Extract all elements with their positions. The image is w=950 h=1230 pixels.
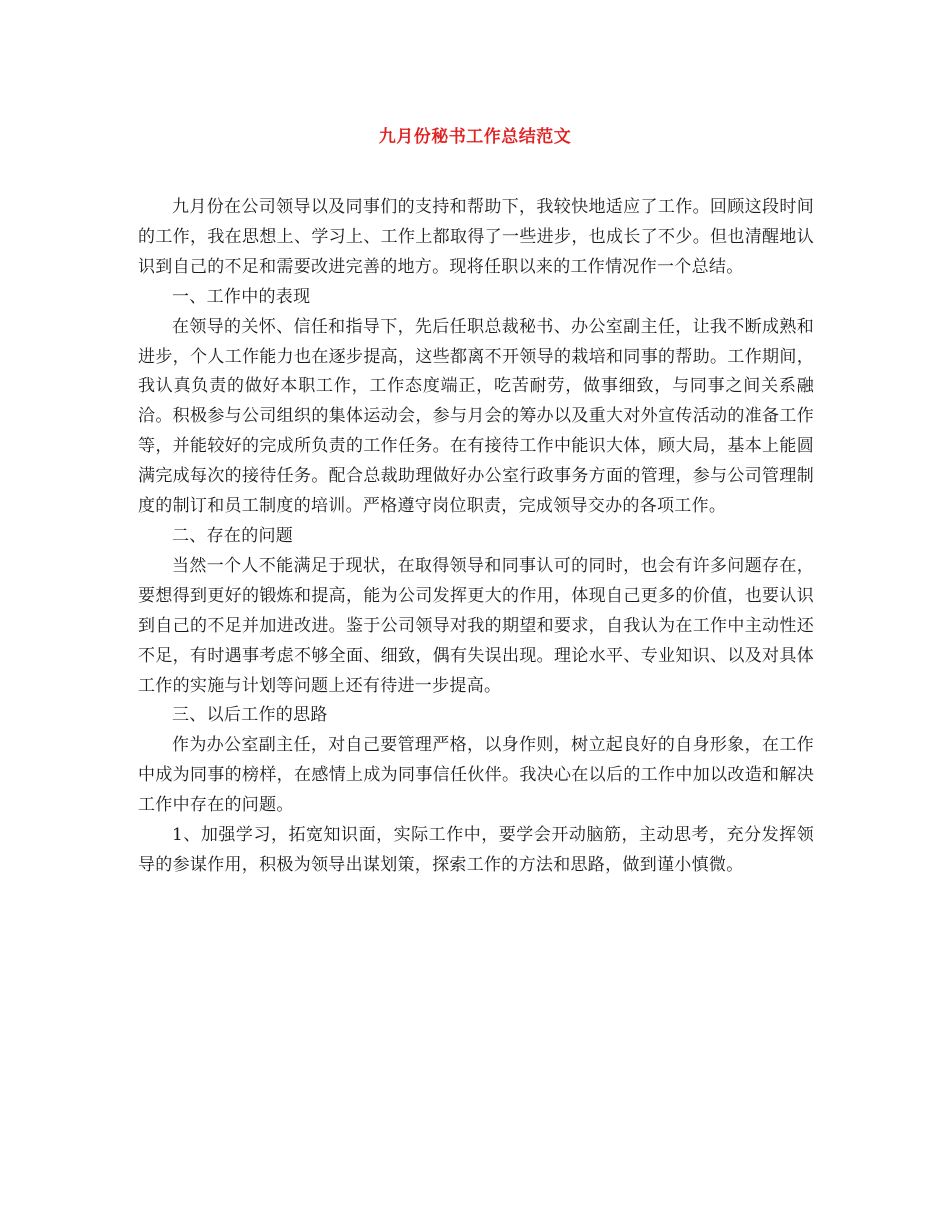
paragraph-plan-item-1: 1、加强学习，拓宽知识面，实际工作中，要学会开动脑筋，主动思考，充分发挥领导的参谋作用，积极为领导出谋划策，探索工作的方法和思路，做到谨小慎微。	[138, 825, 814, 875]
section-heading-problems: 二、存在的问题	[172, 525, 294, 546]
document-body	[138, 193, 814, 881]
paragraph-performance: 在领导的关怀、信任和指导下，先后任职总裁秘书、办公室副主任，让我不断成熟和进步，个人工作能力也在逐步提高，这些都离不开领导的栽培和同事的帮助。工作期间，我认真负责的做好本职工作，工作态度端正，吃苦耐劳，做事细致，与同事之间关系融洽。积极参与公司组织的集体运动会，参与月会的筹办以及重大对外宣传活动的准备工作等，并能较好的完成所负责的工作任务。在有接待工作中能识大体，顾大局，基本上能圆满完成每次的接待任务。配合总裁助理做好办公室行政事务方面的管理，参与公司管理制度的制订和员工制度的培训。严格遵守岗位职责，完成领导交办的各项工作。	[138, 316, 814, 517]
section-heading-performance: 一、工作中的表现	[172, 286, 311, 307]
document-title: 九月份秘书工作总结范文	[378, 127, 572, 147]
section-heading-future: 三、以后工作的思路	[172, 705, 328, 726]
paragraph-intro: 九月份在公司领导以及同事们的支持和帮助下，我较快地适应了工作。回顾这段时间的工作，我在思想上、学习上、工作上都取得了一些进步，也成长了不少。但也清醒地认识到自己的不足和需要改进完善的地方。现将任职以来的工作情况作一个总结。	[138, 197, 814, 277]
paragraph-problems: 当然一个人不能满足于现状，在取得领导和同事认可的同时，也会有许多问题存在，要想得到更好的锻炼和提高，能为公司发挥更大的作用，体现自己更多的价值，也要认识到自己的不足并加进改进。鉴于公司领导对我的期望和要求，自我认为在工作中主动性还不足，有时遇事考虑不够全面、细致，偶有失误出现。理论水平、专业知识、以及对具体工作的实施与计划等问题上还有待进一步提高。	[138, 555, 814, 696]
paragraph-future: 作为办公室副主任，对自己要管理严格，以身作则，树立起良好的自身形象，在工作中成为同事的榜样，在感情上成为同事信任伙伴。我决心在以后的工作中加以改造和解决工作中存在的问题。	[138, 735, 814, 816]
